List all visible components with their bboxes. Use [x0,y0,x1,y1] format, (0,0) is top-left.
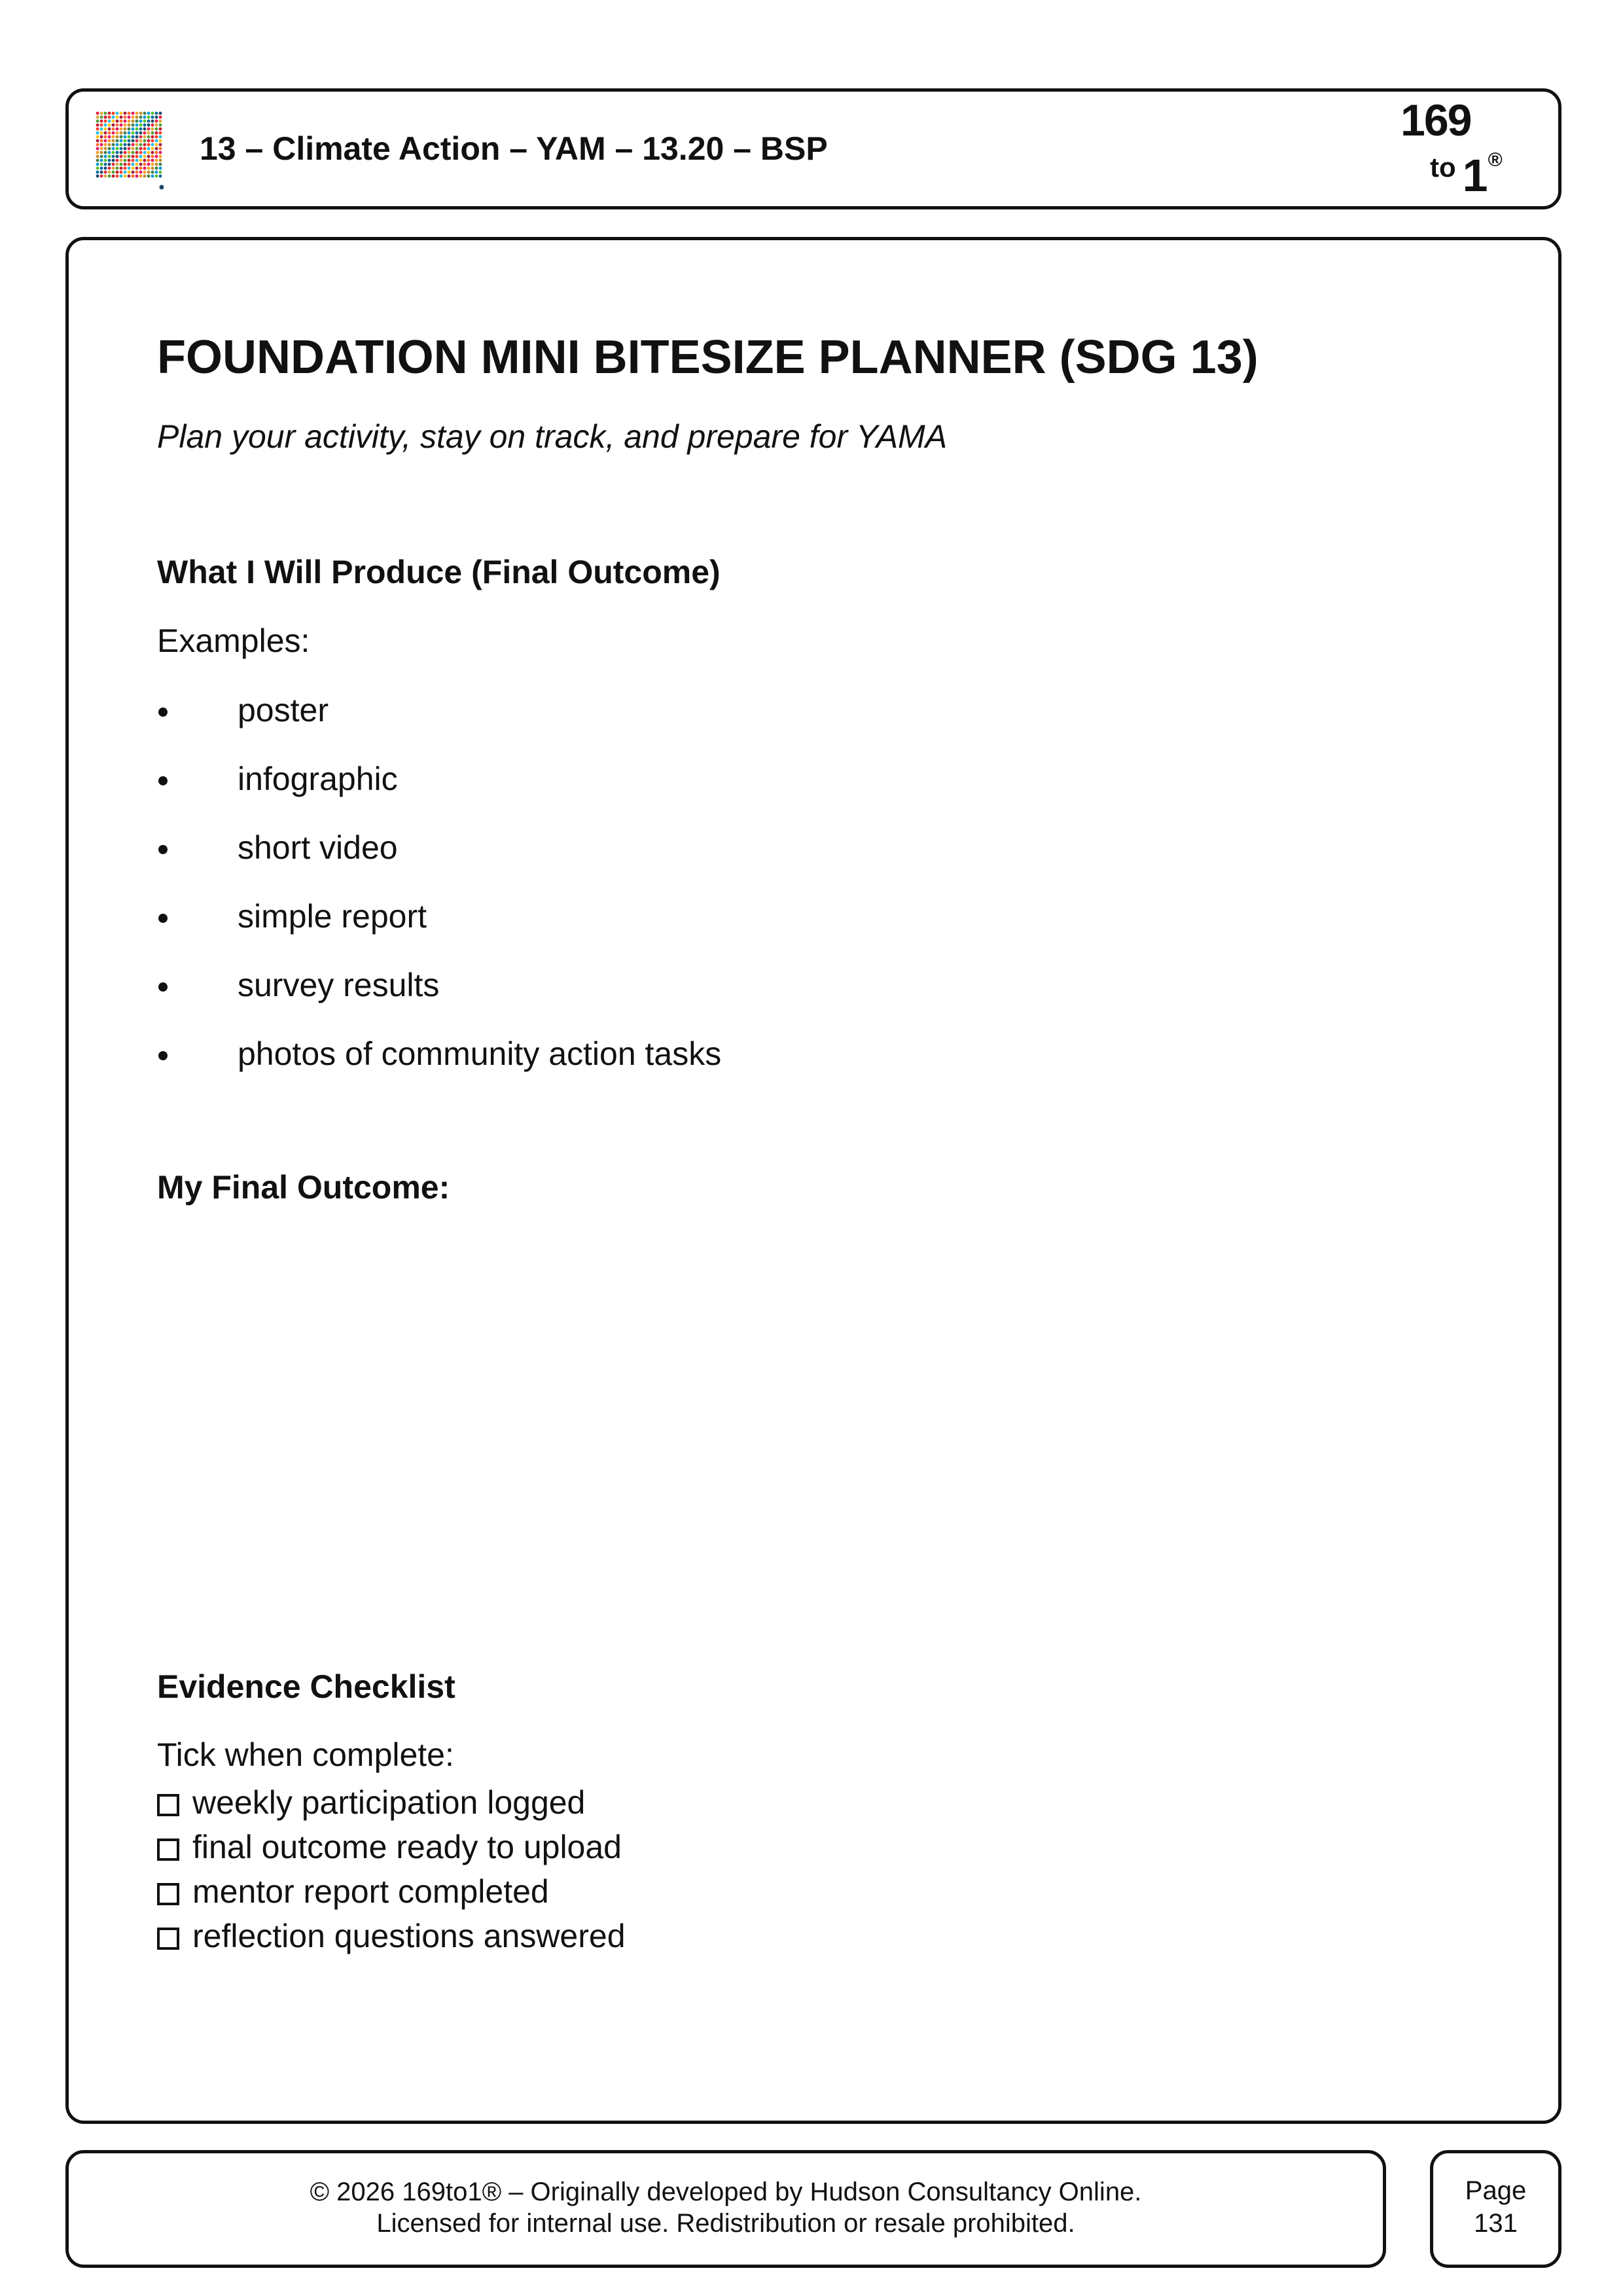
checklist-item[interactable]: weekly participation logged [157,1780,626,1825]
page-title: FOUNDATION MINI BITESIZE PLANNER (SDG 13) [157,331,1258,384]
checklist-item[interactable]: reflection questions answered [157,1914,626,1958]
sdg-logo-icon [96,111,164,190]
checklist-item[interactable]: final outcome ready to upload [157,1825,626,1869]
brand-suffix [1430,149,1503,202]
brand-registered-mark: ® [1488,149,1503,171]
footer-text [65,2176,1386,2239]
checkbox-icon[interactable] [157,1883,179,1905]
page-subtitle: Plan your activity, stay on track, and prepare for YAMA [157,418,948,455]
evidence-instruction: Tick when complete: [157,1736,454,1773]
evidence-checklist [157,1780,626,1958]
evidence-heading: Evidence Checklist [157,1668,455,1705]
produce-heading: What I Will Produce (Final Outcome) [157,554,721,590]
brand-number: 169 [1400,96,1471,145]
checkbox-icon[interactable] [157,1839,179,1861]
copyright-line: © 2026 169to1® – Originally developed by Hudson Consultancy Online. [310,2178,1142,2206]
page-indicator [1430,2174,1561,2240]
page-label: Page [1465,2176,1527,2205]
brand-one: 1 [1462,150,1488,201]
brand-to: to [1430,152,1456,183]
header-title: 13 – Climate Action – YAM – 13.20 – BSP [200,130,828,167]
checklist-item[interactable]: mentor report completed [157,1869,626,1914]
examples-label: Examples: [157,622,310,659]
page-number: 131 [1474,2209,1518,2238]
checkbox-icon[interactable] [157,1794,179,1816]
license-line: Licensed for internal use. Redistribution or resale prohibited. [376,2209,1075,2238]
final-outcome-heading: My Final Outcome: [157,1169,450,1206]
checkbox-icon[interactable] [157,1928,179,1950]
